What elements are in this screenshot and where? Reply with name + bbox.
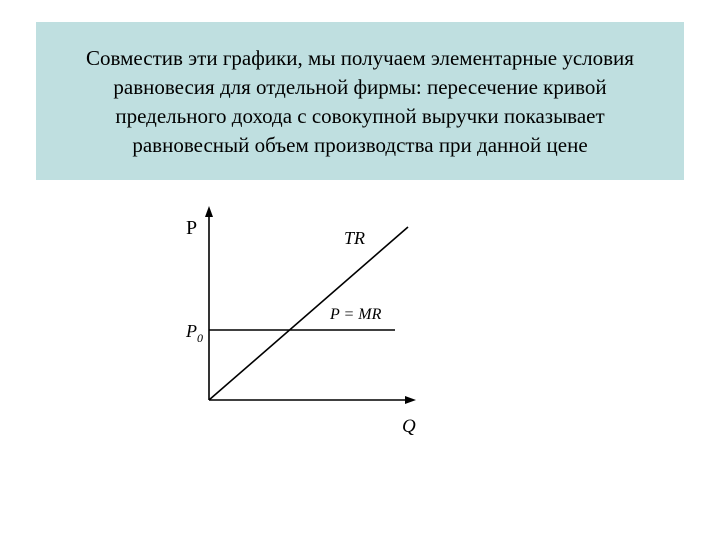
description-line-1: Совместив эти графики, мы получаем элементарные условия [86, 46, 634, 70]
price-level-label [185, 321, 203, 345]
price-level-subscript: 0 [197, 331, 203, 345]
mr-label: P = MR [330, 306, 382, 323]
description-line-4: равновесный объем производства при данной цене [132, 133, 588, 157]
y-axis-arrow [205, 206, 213, 217]
description-line-3: предельного дохода с совокупной выручки показывает [115, 104, 605, 128]
x-axis-arrow [405, 396, 416, 404]
equilibrium-diagram [170, 200, 440, 450]
x-axis-label: Q [402, 416, 416, 437]
price-level-symbol: P [186, 321, 197, 341]
description-line-2: равновесия для отдельной фирмы: пересечение кривой [113, 75, 607, 99]
description-box [36, 22, 684, 180]
y-axis-label: P [186, 217, 198, 239]
tr-label: TR [344, 228, 366, 248]
